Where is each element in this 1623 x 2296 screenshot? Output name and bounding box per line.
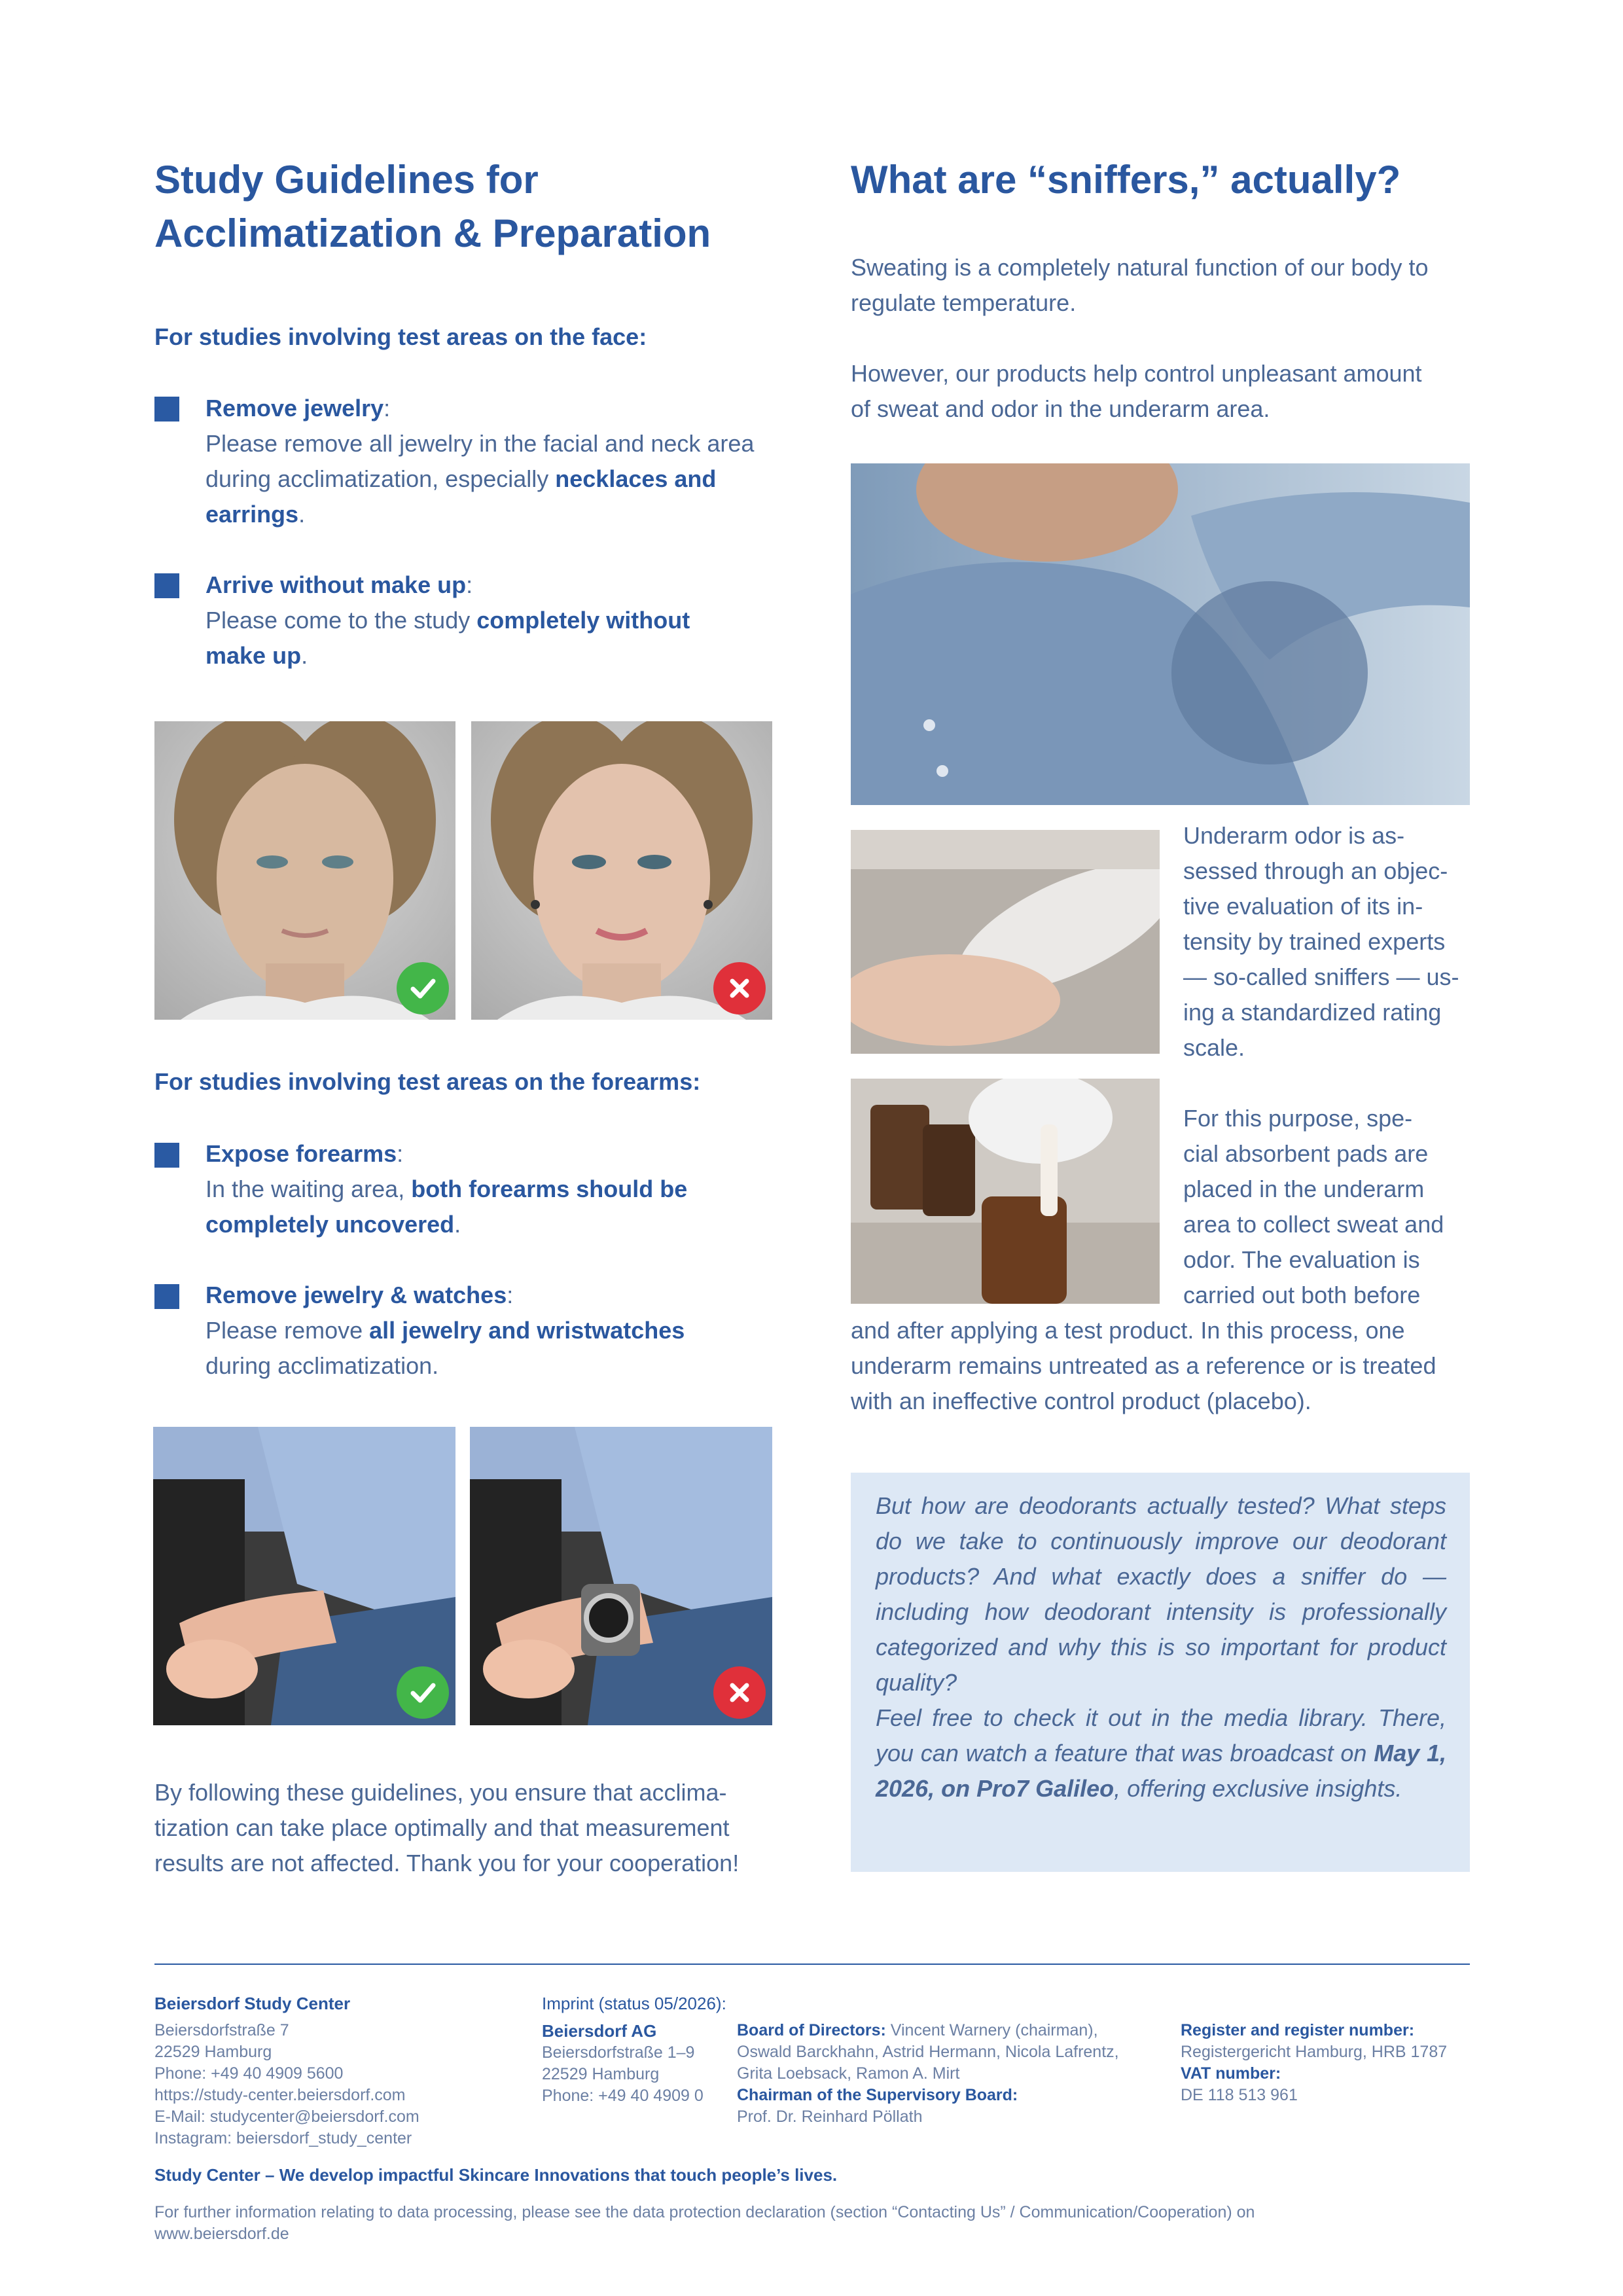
bullet-square	[154, 397, 179, 422]
footer-line: Phone: +49 40 4909 0	[542, 2087, 704, 2105]
footer-tagline: Study Center – We develop impactful Skincare Innovations that touch people’s lives.	[154, 2165, 838, 2185]
text-line: tensity by trained experts	[1183, 928, 1446, 955]
forearm-photo-incorrect	[470, 1427, 772, 1725]
company-name: Beiersdorf AG	[542, 2021, 657, 2041]
face-photo-correct	[154, 721, 455, 1020]
board-line: Vincent Warnery (chairman),	[885, 2021, 1098, 2039]
callout-text: , offering exclusive insights.	[1114, 1775, 1402, 1802]
title-line-2: Acclimatization & Preparation	[154, 211, 711, 255]
item-bold: necklaces and	[555, 465, 717, 492]
check-icon	[397, 1666, 449, 1719]
face-heading: For studies involving test areas on the face:	[154, 323, 647, 350]
vat-value: DE 118 513 961	[1181, 2086, 1298, 2104]
footer-study-center	[154, 1992, 521, 2149]
item-bold: completely without	[476, 607, 690, 634]
text-line: Underarm odor is as-	[1183, 822, 1405, 849]
callout-text	[876, 1488, 1446, 1806]
item-title: Remove jewelry & watches	[205, 1282, 507, 1308]
footer-divider	[154, 1964, 1470, 1965]
closing-line: By following these guidelines, you ensure that acclima-	[154, 1779, 727, 1806]
sniffer-text-3	[851, 1313, 1470, 1419]
closing-paragraph	[154, 1775, 775, 1881]
closing-line: results are not affected. Thank you for your cooperation!	[154, 1850, 740, 1876]
text-line: of sweat and odor in the underarm area.	[851, 395, 1270, 422]
right-title: What are “sniffers,” actually?	[851, 158, 1401, 202]
board-line: Grita Loebsack, Ramon A. Mirt	[737, 2064, 960, 2083]
title-line-1: Study Guidelines for	[154, 158, 539, 202]
footer-line: 22529 Hamburg	[542, 2065, 660, 2083]
text-line: carried out both before	[1183, 1282, 1421, 1308]
absorbent-pad-photo	[851, 830, 1160, 1054]
footer-link[interactable]: https://study-center.beiersdorf.com	[154, 2086, 406, 2104]
footer-line: Phone: +49 40 4909 5600	[154, 2064, 344, 2083]
forearm-item-remove-watches: Remove jewelry & watches: Please remove all jewelry and wristwatches during acclimatization.	[205, 1278, 808, 1384]
board-line: Oswald Barckhahn, Astrid Hermann, Nicola Lafrentz,	[737, 2043, 1119, 2061]
sample-jar-photo	[851, 1079, 1160, 1304]
text-line: — so-called sniffers — us-	[1183, 963, 1459, 990]
face-item-no-makeup: Arrive without make up: Please come to the study completely without make up.	[205, 571, 690, 669]
item-bold: earrings	[205, 501, 299, 528]
text-line: underarm remains untreated as a reference or is treated	[851, 1352, 1436, 1379]
footer-privacy	[154, 2202, 1470, 2245]
item-bold: completely uncovered	[205, 1211, 455, 1238]
text-line: tive evaluation of its in-	[1183, 893, 1423, 920]
forearm-heading: For studies involving test areas on the forearms:	[154, 1068, 701, 1095]
footer-line: Beiersdorfstraße 1–9	[542, 2043, 695, 2062]
text-line: sessed through an objec-	[1183, 857, 1448, 884]
vat-label: VAT number:	[1181, 2064, 1281, 2083]
footer-line: 22529 Hamburg	[154, 2043, 272, 2061]
privacy-line: For further information relating to data processing, please see the data protection declaration (section “Contacting Us” / Communication/Cooperation) on	[154, 2203, 1255, 2221]
bullet-square	[154, 573, 179, 598]
forearm-item-expose: Expose forearms: In the waiting area, both forearms should be completely uncovered.	[205, 1140, 688, 1238]
callout-question: But how are deodorants actually tested? What steps do we take to continuously improve our deodorant products? And what exactly does a sniffer do — including how deodorant intensity is professionally categorized and why this is so important for product quality?	[876, 1492, 1446, 1696]
item-bold: both forearms should be	[411, 1175, 688, 1202]
board-label: Board of Directors:	[737, 2021, 886, 2039]
face-item-remove-jewelry: Remove jewelry: Please remove all jewelry in the facial and neck area during acclimatization, especially necklaces and earrings.	[205, 391, 808, 532]
chair-label: Chairman of the Supervisory Board:	[737, 2086, 1018, 2104]
bullet-square	[154, 1284, 179, 1309]
item-title: Expose forearms	[205, 1140, 397, 1167]
intro-paragraph-2	[851, 356, 1470, 427]
callout-text: Feel free to check it out in the media library. There, you can watch a feature that was broadcast on	[876, 1704, 1446, 1767]
cross-icon	[713, 962, 766, 1014]
closing-line: tization can take place optimally and that measurement	[154, 1814, 730, 1841]
text-line: placed in the underarm	[1183, 1175, 1425, 1202]
register-value: Registergericht Hamburg, HRB 1787	[1181, 2043, 1448, 2061]
left-title	[154, 153, 809, 260]
item-bold: all jewelry and wristwatches	[369, 1317, 685, 1344]
footer-board	[737, 2020, 1169, 2128]
item-text: during acclimatization.	[205, 1352, 439, 1379]
intro-paragraph-1	[851, 250, 1470, 321]
text-line: odor. The evaluation is	[1183, 1246, 1420, 1273]
footer-email[interactable]: E-Mail: studycenter@beiersdorf.com	[154, 2108, 419, 2126]
text-line: Sweating is a completely natural function of our body to	[851, 254, 1429, 281]
item-title: Arrive without make up	[205, 571, 467, 598]
underarm-sweat-photo	[851, 463, 1470, 805]
item-text: Please remove	[205, 1317, 370, 1344]
privacy-link[interactable]: www.beiersdorf.de	[154, 2225, 289, 2243]
text-line: and after applying a test product. In this process, one	[851, 1317, 1405, 1344]
item-text: Please remove all jewelry in the facial and neck area	[205, 430, 755, 457]
imprint-heading: Imprint (status 05/2026):	[542, 1994, 726, 2013]
sniffer-text-2	[1183, 1101, 1470, 1313]
register-label: Register and register number:	[1181, 2021, 1415, 2039]
footer-heading: Beiersdorf Study Center	[154, 1994, 351, 2013]
text-line: ing a standardized rating	[1183, 999, 1442, 1026]
text-line: with an ineffective control product (placebo).	[851, 1388, 1311, 1414]
item-bold: make up	[205, 642, 302, 669]
face-photo-incorrect	[471, 721, 772, 1020]
text-line: scale.	[1183, 1034, 1245, 1061]
item-text: Please come to the study	[205, 607, 477, 634]
check-icon	[397, 962, 449, 1014]
item-text: during acclimatization, especially	[205, 465, 556, 492]
text-line: regulate temperature.	[851, 289, 1077, 316]
item-title: Remove jewelry	[205, 395, 384, 422]
footer-company	[542, 2020, 732, 2107]
media-library-callout	[851, 1473, 1470, 1872]
sniffer-text-1	[1183, 818, 1470, 1066]
text-line: For this purpose, spe-	[1183, 1105, 1413, 1132]
bullet-square	[154, 1143, 179, 1168]
text-line: area to collect sweat and	[1183, 1211, 1444, 1238]
text-line: cial absorbent pads are	[1183, 1140, 1429, 1167]
cross-icon	[713, 1666, 766, 1719]
item-text: In the waiting area,	[205, 1175, 412, 1202]
text-line: However, our products help control unpleasant amount	[851, 360, 1422, 387]
footer-register	[1181, 2020, 1469, 2106]
forearm-photo-correct	[153, 1427, 455, 1725]
callout-bold: May 1, 2026, on Pro7 Galileo	[876, 1740, 1447, 1802]
footer-line: Beiersdorfstraße 7	[154, 2021, 289, 2039]
footer-instagram[interactable]: Instagram: beiersdorf_study_center	[154, 2129, 412, 2147]
chair-name: Prof. Dr. Reinhard Pöllath	[737, 2108, 923, 2126]
